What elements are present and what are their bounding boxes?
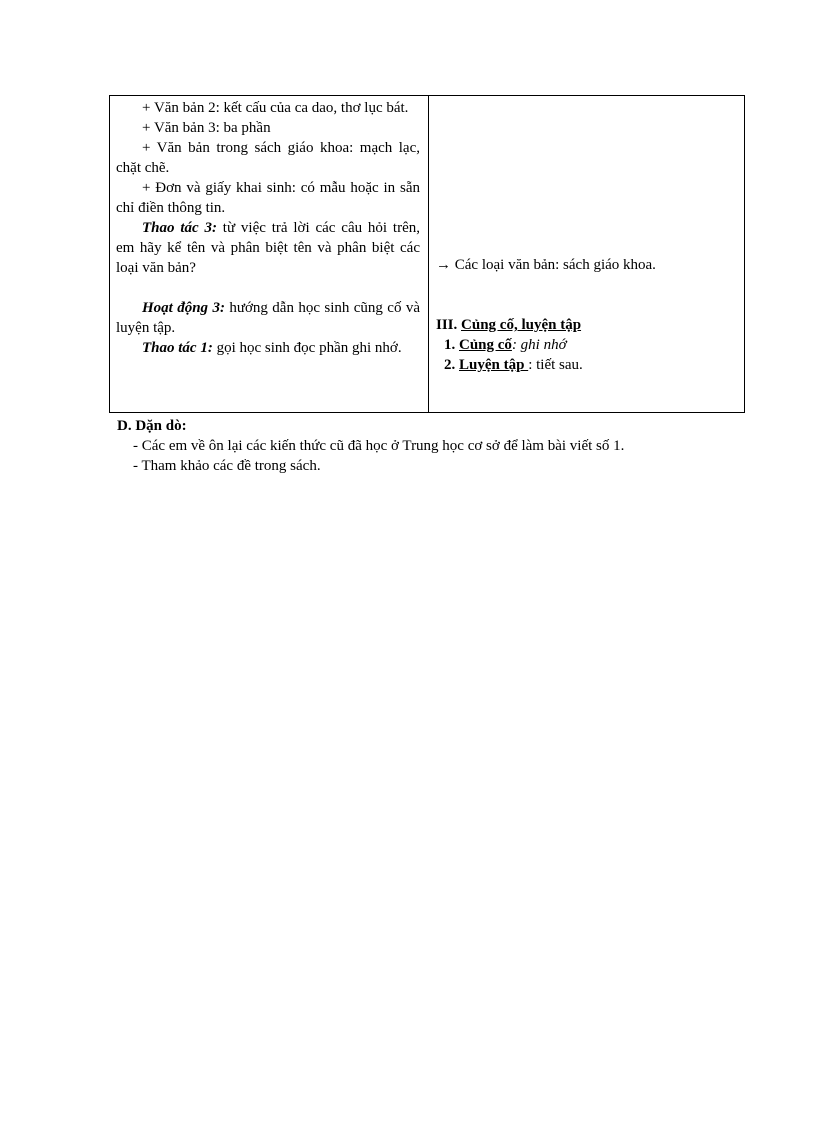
right-cell: [436, 96, 736, 412]
hoat-dong-3-label: Hoạt động 3:: [142, 300, 225, 316]
thao-tac-3-text: từ việc trả lời các câu hỏi trên, em hãy kể tên và phân biệt tên và phân biệt các loại văn bản?: [116, 220, 420, 276]
item-2: [444, 355, 583, 375]
hoat-dong-3: [116, 298, 420, 338]
lesson-table: [109, 95, 745, 413]
hoat-dong-3-text: hướng dẫn học sinh cũng cố và luyện tập.: [116, 300, 420, 336]
item-2-text: : tiết sau.: [528, 357, 583, 373]
thao-tac-1-label: Thao tác 1:: [142, 340, 213, 356]
assignment-bullet-1: - Các em về ôn lại các kiến thức cũ đã học ở Trung học cơ sở để làm bài viết số 1.: [133, 438, 625, 454]
text-line-2: + Văn bản 3: ba phần: [142, 120, 271, 136]
text-line-1: + Văn bản 2: kết cấu của ca dao, thơ lục bát.: [142, 100, 409, 116]
section-heading: [436, 315, 581, 335]
assignment-bullet-2: - Tham khảo các đề trong sách.: [133, 458, 321, 474]
section-number: III.: [436, 317, 462, 333]
conclusion-line: → Các loại văn bản: sách giáo khoa.: [436, 257, 656, 273]
item-1: [444, 335, 567, 355]
thao-tac-1-text: gọi học sinh đọc phần ghi nhớ.: [212, 340, 402, 356]
text-line-4: + Đơn và giấy khai sinh: có mẫu hoặc in sẵn chỉ điền thông tin.: [116, 180, 420, 216]
item-1-text: : ghi nhớ: [511, 337, 567, 353]
item-2-label: Luyện tập: [459, 357, 529, 373]
text-line-3: + Văn bản trong sách giáo khoa: mạch lạc, chặt chẽ.: [116, 140, 420, 176]
assignment-heading: D. Dặn dò:: [117, 418, 187, 434]
section-title: Củng cố, luyện tập: [461, 317, 582, 333]
item-2-number: 2.: [444, 357, 459, 373]
thao-tac-3-label: Thao tác 3:: [142, 220, 217, 236]
thao-tac-3: [116, 218, 420, 278]
item-1-label: Củng cố: [459, 337, 512, 353]
left-cell: [116, 98, 420, 358]
assignment-section: [117, 416, 737, 476]
thao-tac-1: [116, 338, 420, 358]
item-1-number: 1.: [444, 337, 459, 353]
column-divider: [428, 96, 429, 412]
